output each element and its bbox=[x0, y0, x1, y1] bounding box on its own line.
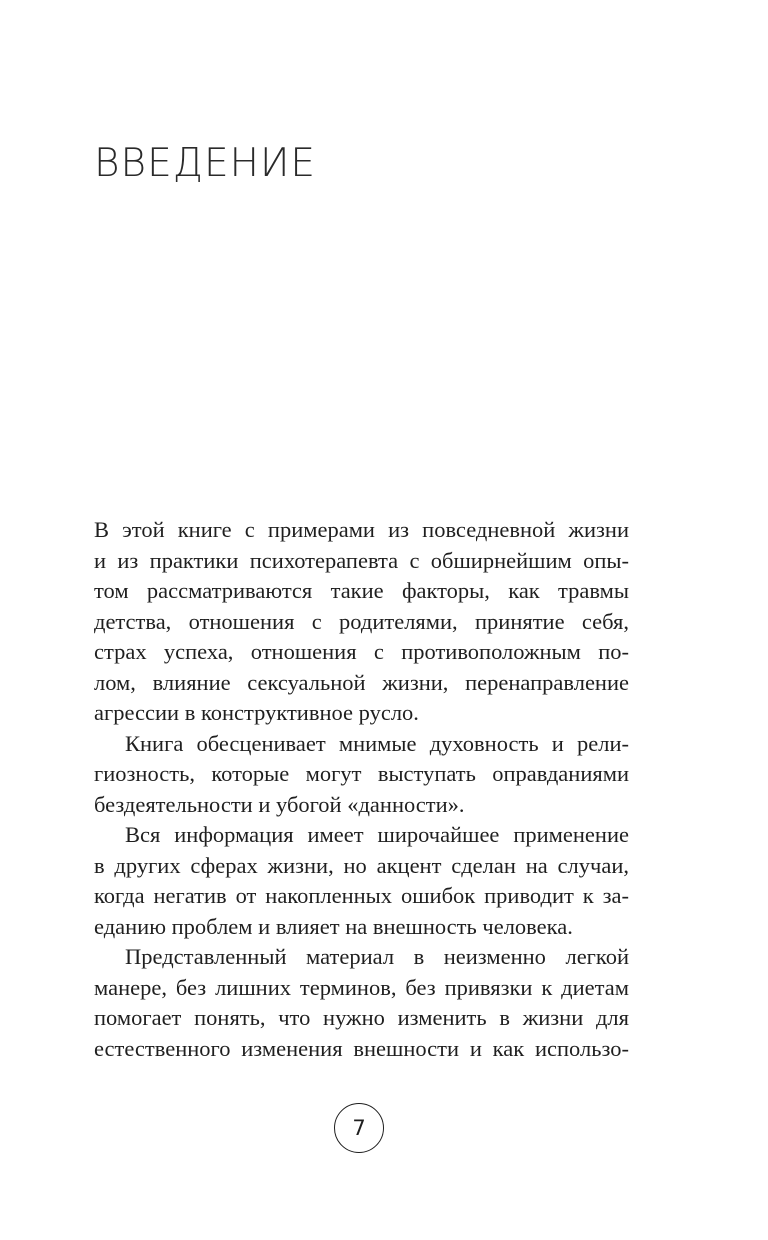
text-line: агрессии в конструктивное русло. bbox=[94, 700, 419, 725]
text-line: В этой книге с примерами из повседневной жизни bbox=[94, 517, 629, 542]
text-line: гиозность, которые могут выступать оправданиями bbox=[94, 761, 629, 786]
text-line: том рассматриваются такие факторы, как травмы bbox=[94, 578, 629, 603]
paragraph-2 bbox=[94, 729, 629, 821]
paragraph-1 bbox=[94, 515, 629, 729]
paragraph-3 bbox=[94, 820, 629, 942]
text-line: Книга обесценивает мнимые духовность и рели- bbox=[125, 730, 629, 756]
page-number-badge bbox=[334, 1103, 384, 1153]
text-line: естественного изменения внешности и как использо- bbox=[94, 1035, 629, 1061]
text-line: Вся информация имеет широчайшее применение bbox=[125, 822, 629, 847]
page-number: 7 bbox=[352, 1116, 366, 1140]
text-line: Представленный материал в неизменно легкой bbox=[125, 944, 629, 969]
text-line: детства, отношения с родителями, принятие себя, bbox=[94, 608, 629, 634]
text-line: манере, без лишних терминов, без привязки к диетам bbox=[94, 974, 629, 1000]
text-line: лом, влияние сексуальной жизни, перенаправление bbox=[94, 669, 629, 695]
text-line: когда негатив от накопленных ошибок приводит к за- bbox=[94, 883, 629, 908]
text-line: еданию проблем и влияет на внешность человека. bbox=[94, 913, 573, 939]
chapter-title: ВВЕДЕНИЕ bbox=[94, 141, 317, 186]
text-line: бездеятельности и убогой «данности». bbox=[94, 791, 465, 817]
text-line: в других сферах жизни, но акцент сделан на случаи, bbox=[94, 852, 629, 878]
text-line: и из практики психотерапевта с обширнейшим опы- bbox=[94, 547, 629, 573]
text-line: помогает понять, что нужно изменить в жизни для bbox=[94, 1005, 629, 1030]
paragraph-4 bbox=[94, 942, 629, 1064]
text-line: страх успеха, отношения с противоположным по- bbox=[94, 639, 629, 664]
body-text bbox=[94, 515, 629, 1064]
